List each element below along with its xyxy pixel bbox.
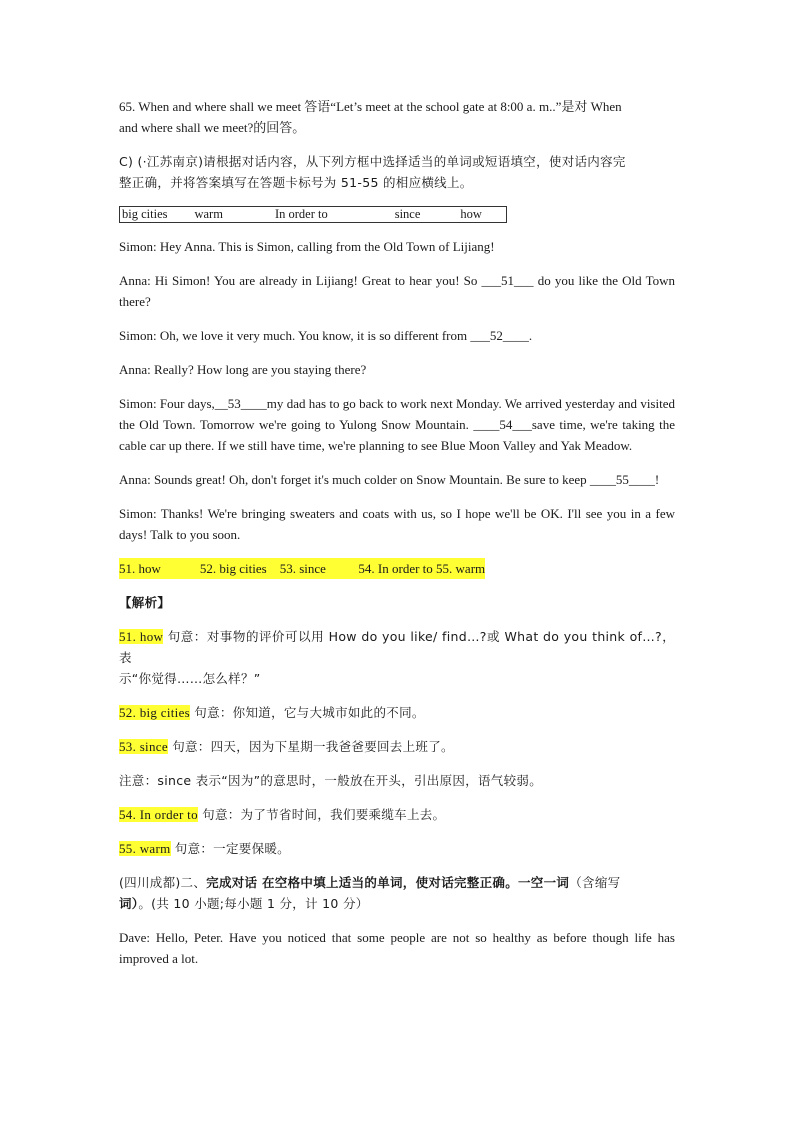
analysis-text: 句意：一定要保暖。 [170, 841, 290, 856]
answer-spacer [267, 558, 280, 579]
analysis-key: 51. how [119, 629, 164, 644]
dave-line: Dave: Hello, Peter. Have you noticed that some people are not so healthy as before though life has improved a lot. [119, 930, 675, 966]
word-choice: since [394, 207, 421, 221]
analysis-key: 55. warm [119, 841, 171, 856]
analysis-item [119, 736, 675, 757]
analysis-note: 注意：since 表示“因为”的意思时，一般放在开头，引出原因，语气较弱。 [119, 773, 542, 788]
analysis-text: 句意：你知道，它与大城市如此的不同。 [190, 705, 425, 720]
analysis-text: 句意：为了节省时间，我们要乘缆车上去。 [197, 807, 446, 822]
analysis-key: 53. since [119, 739, 168, 754]
answer-53: 53. since [280, 558, 326, 579]
analysis-item [119, 804, 675, 825]
dialogue-line: Simon: Four days,__53____my dad has to go back to work next Monday. We arrived yesterday and visited the Old Town. Tomorrow we're going to Yulong Snow Mountain. ____54___save time, we're taking the cable car up there. If we still have time, we're planning to see Blue Moon Valley and Yak Meadow. [119, 396, 675, 453]
analysis-item [119, 702, 675, 723]
answer-key-line [119, 558, 675, 579]
answer-51: 51. how [119, 558, 161, 579]
analysis-item-continued: 示“你觉得……怎么样？” [119, 671, 261, 686]
section-2-title-line2 [119, 893, 675, 914]
section-c-title-line2: 整正确，并将答案填写在答题卡标号为 51-55 的相应横线上。 [119, 175, 473, 190]
word-choice-box [119, 206, 507, 223]
word-choice: In order to [274, 207, 328, 221]
section-2-prefix: (四川成都)二、 [119, 875, 207, 890]
answer-52: 52. big cities [200, 558, 267, 579]
section-2-title-line1 [119, 872, 675, 893]
q65-line1: 65. When and where shall we meet 答语“Let’s meet at the school gate at 8:00 a. m..”是对 When [119, 99, 622, 114]
answer-54: 54. In order to [358, 558, 432, 579]
section-2-line2-rest: 。(共 10 小题;每小题 1 分，计 10 分） [138, 896, 369, 911]
analysis-key: 52. big cities [119, 705, 190, 720]
word-choice: big cities [122, 207, 168, 221]
section-2-line2-bold: 词） [119, 896, 139, 911]
dialogue-line: Anna: Really? How long are you staying there? [119, 362, 367, 377]
dialogue-line: Anna: Sounds great! Oh, don't forget it's much colder on Snow Mountain. Be sure to keep ____55____! [119, 472, 660, 487]
analysis-text: 句意：对事物的评价可以用 How do you like/ find…?或 What do you think of…?，表 [119, 629, 675, 665]
answer-spacer [161, 558, 200, 579]
word-choice: how [460, 207, 482, 221]
section-c-title-line1: C) (·江苏南京)请根据对话内容，从下列方框中选择适当的单词或短语填空，使对话内容完 [119, 154, 626, 169]
dialogue-line: Simon: Oh, we love it very much. You know, it is so different from ___52____. [119, 328, 533, 343]
dialogue-line: Simon: Hey Anna. This is Simon, calling from the Old Town of Lijiang! [119, 239, 495, 254]
analysis-key: 54. In order to [119, 807, 198, 822]
section-2-bold: 完成对话 在空格中填上适当的单词，使对话完整正确。一空一词 [206, 875, 570, 890]
document-page [119, 96, 675, 969]
dialogue-line: Anna: Hi Simon! You are already in Lijiang! Great to hear you! So ___51___ do you like the Old Town there? [119, 273, 675, 309]
word-choice: warm [194, 207, 223, 221]
analysis-item [119, 838, 675, 859]
q65-line2: and where shall we meet?的回答。 [119, 120, 306, 135]
analysis-heading: 【解析】 [119, 595, 171, 610]
section-2-suffix: （含缩写 [569, 875, 621, 890]
analysis-item [119, 626, 675, 668]
analysis-text: 句意：四天，因为下星期一我爸爸要回去上班了。 [167, 739, 454, 754]
answer-spacer [326, 558, 359, 579]
dialogue-line: Simon: Thanks! We're bringing sweaters and coats with us, so I hope we'll be OK. I'll see you in a few days! Talk to you soon. [119, 506, 675, 542]
answer-55: 55. warm [436, 558, 485, 579]
